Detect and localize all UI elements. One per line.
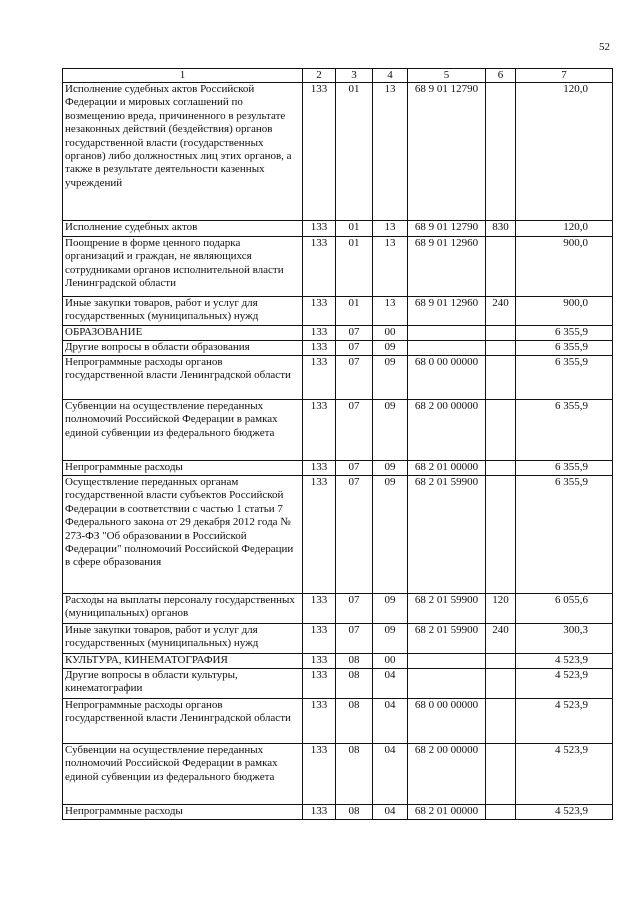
row-name: Непрограммные расходы органов государственной власти Ленинградской области <box>63 699 303 744</box>
cell-target-article: 68 2 00 00000 <box>408 400 486 461</box>
cell-target-article: 68 0 00 00000 <box>408 356 486 400</box>
cell-expense-type <box>486 237 516 297</box>
cell-amount: 6 355,9 <box>516 400 613 461</box>
cell-section: 07 <box>336 326 373 341</box>
cell-expense-type: 240 <box>486 297 516 326</box>
cell-target-article <box>408 326 486 341</box>
cell-expense-type <box>486 356 516 400</box>
cell-amount: 4 523,9 <box>516 669 613 699</box>
cell-amount: 120,0 <box>516 221 613 237</box>
cell-code: 133 <box>303 461 336 476</box>
cell-amount: 6 355,9 <box>516 476 613 594</box>
row-name: Исполнение судебных актов Российской Федерации и мировых соглашений по возмещению вреда, причиненного в результате незаконных действий (бездействия) органов государственной власти (государственных органов) либо должностных лиц этих органов, а также в результате деятельности казенных учреждений <box>63 83 303 221</box>
cell-target-article: 68 2 01 00000 <box>408 461 486 476</box>
cell-expense-type <box>486 461 516 476</box>
cell-section: 07 <box>336 624 373 654</box>
cell-subsection: 09 <box>373 356 408 400</box>
table-row <box>63 476 613 594</box>
cell-subsection: 04 <box>373 805 408 820</box>
cell-section: 07 <box>336 400 373 461</box>
cell-subsection: 13 <box>373 297 408 326</box>
cell-target-article: 68 9 01 12960 <box>408 237 486 297</box>
table-row <box>63 356 613 400</box>
cell-expense-type <box>486 654 516 669</box>
cell-section: 01 <box>336 297 373 326</box>
cell-amount: 4 523,9 <box>516 744 613 805</box>
cell-expense-type <box>486 326 516 341</box>
cell-target-article <box>408 654 486 669</box>
table-row <box>63 744 613 805</box>
table-row <box>63 326 613 341</box>
cell-amount: 6 055,6 <box>516 594 613 624</box>
cell-section: 07 <box>336 341 373 356</box>
row-name: Иные закупки товаров, работ и услуг для государственных (муниципальных) нужд <box>63 624 303 654</box>
budget-table <box>62 68 613 820</box>
cell-amount: 6 355,9 <box>516 461 613 476</box>
table-row <box>63 699 613 744</box>
cell-expense-type <box>486 400 516 461</box>
cell-section: 07 <box>336 461 373 476</box>
cell-subsection: 13 <box>373 237 408 297</box>
cell-section: 08 <box>336 805 373 820</box>
cell-subsection: 00 <box>373 654 408 669</box>
row-name: Непрограммные расходы <box>63 805 303 820</box>
cell-amount: 900,0 <box>516 237 613 297</box>
row-name: Исполнение судебных актов <box>63 221 303 237</box>
cell-section: 01 <box>336 221 373 237</box>
cell-target-article <box>408 341 486 356</box>
table-row <box>63 669 613 699</box>
cell-target-article: 68 0 00 00000 <box>408 699 486 744</box>
cell-target-article: 68 2 01 59900 <box>408 594 486 624</box>
cell-subsection: 04 <box>373 669 408 699</box>
table-row <box>63 341 613 356</box>
cell-subsection: 09 <box>373 341 408 356</box>
cell-amount: 900,0 <box>516 297 613 326</box>
table-row <box>63 594 613 624</box>
table-row <box>63 237 613 297</box>
cell-target-article: 68 2 00 00000 <box>408 744 486 805</box>
cell-section: 08 <box>336 744 373 805</box>
cell-target-article: 68 2 01 59900 <box>408 624 486 654</box>
cell-subsection: 00 <box>373 326 408 341</box>
table-row <box>63 624 613 654</box>
cell-code: 133 <box>303 654 336 669</box>
table-row <box>63 221 613 237</box>
table-row <box>63 83 613 221</box>
cell-amount: 120,0 <box>516 83 613 221</box>
cell-subsection: 09 <box>373 594 408 624</box>
cell-amount: 4 523,9 <box>516 805 613 820</box>
cell-code: 133 <box>303 326 336 341</box>
row-name: ОБРАЗОВАНИЕ <box>63 326 303 341</box>
column-header: 3 <box>336 69 373 83</box>
cell-code: 133 <box>303 624 336 654</box>
row-name: Субвенции на осуществление переданных полномочий Российской Федерации в рамках единой субвенции из федерального бюджета <box>63 400 303 461</box>
column-header: 6 <box>486 69 516 83</box>
cell-subsection: 09 <box>373 461 408 476</box>
table-row <box>63 461 613 476</box>
cell-subsection: 04 <box>373 744 408 805</box>
table-row <box>63 654 613 669</box>
cell-amount: 4 523,9 <box>516 654 613 669</box>
table-row <box>63 400 613 461</box>
cell-code: 133 <box>303 237 336 297</box>
row-name: Непрограммные расходы <box>63 461 303 476</box>
cell-code: 133 <box>303 805 336 820</box>
cell-amount: 6 355,9 <box>516 341 613 356</box>
table-row <box>63 805 613 820</box>
cell-expense-type: 120 <box>486 594 516 624</box>
cell-expense-type <box>486 83 516 221</box>
cell-section: 01 <box>336 237 373 297</box>
row-name: Иные закупки товаров, работ и услуг для государственных (муниципальных) нужд <box>63 297 303 326</box>
cell-code: 133 <box>303 221 336 237</box>
column-header: 2 <box>303 69 336 83</box>
cell-code: 133 <box>303 744 336 805</box>
cell-subsection: 04 <box>373 699 408 744</box>
cell-amount: 4 523,9 <box>516 699 613 744</box>
cell-code: 133 <box>303 356 336 400</box>
cell-expense-type <box>486 744 516 805</box>
cell-code: 133 <box>303 83 336 221</box>
cell-subsection: 13 <box>373 221 408 237</box>
cell-target-article: 68 9 01 12790 <box>408 83 486 221</box>
cell-code: 133 <box>303 400 336 461</box>
cell-expense-type <box>486 699 516 744</box>
cell-target-article <box>408 669 486 699</box>
cell-section: 08 <box>336 654 373 669</box>
cell-expense-type: 240 <box>486 624 516 654</box>
cell-subsection: 13 <box>373 83 408 221</box>
cell-amount: 300,3 <box>516 624 613 654</box>
cell-code: 133 <box>303 297 336 326</box>
cell-target-article: 68 9 01 12790 <box>408 221 486 237</box>
column-header: 1 <box>63 69 303 83</box>
cell-section: 07 <box>336 356 373 400</box>
cell-section: 07 <box>336 594 373 624</box>
cell-section: 01 <box>336 83 373 221</box>
cell-expense-type <box>486 669 516 699</box>
cell-target-article: 68 2 01 00000 <box>408 805 486 820</box>
cell-section: 08 <box>336 669 373 699</box>
cell-expense-type <box>486 476 516 594</box>
row-name: Осуществление переданных органам государственной власти субъектов Российской Федерации в соответствии с частью 1 статьи 7 Федерального закона от 29 декабря 2012 года № 273-ФЗ "Об образовании в Российской Федерации" полномочий Российской Федерации в сфере образования <box>63 476 303 594</box>
cell-expense-type: 830 <box>486 221 516 237</box>
row-name: Другие вопросы в области образования <box>63 341 303 356</box>
cell-code: 133 <box>303 669 336 699</box>
row-name: Непрограммные расходы органов государственной власти Ленинградской области <box>63 356 303 400</box>
column-header: 4 <box>373 69 408 83</box>
cell-code: 133 <box>303 594 336 624</box>
cell-subsection: 09 <box>373 624 408 654</box>
cell-section: 07 <box>336 476 373 594</box>
cell-expense-type <box>486 341 516 356</box>
cell-code: 133 <box>303 341 336 356</box>
cell-section: 08 <box>336 699 373 744</box>
row-name: Другие вопросы в области культуры, кинематографии <box>63 669 303 699</box>
column-header: 7 <box>516 69 613 83</box>
cell-target-article: 68 9 01 12960 <box>408 297 486 326</box>
cell-target-article: 68 2 01 59900 <box>408 476 486 594</box>
table-header-row <box>63 69 613 83</box>
cell-code: 133 <box>303 699 336 744</box>
cell-code: 133 <box>303 476 336 594</box>
cell-amount: 6 355,9 <box>516 356 613 400</box>
row-name: Расходы на выплаты персоналу государственных (муниципальных) органов <box>63 594 303 624</box>
cell-expense-type <box>486 805 516 820</box>
row-name: Поощрение в форме ценного подарка организаций и граждан, не являющихся сотрудниками органов исполнительной власти Ленинградской области <box>63 237 303 297</box>
cell-subsection: 09 <box>373 476 408 594</box>
table-row <box>63 297 613 326</box>
page-number: 52 <box>599 41 610 53</box>
row-name: КУЛЬТУРА, КИНЕМАТОГРАФИЯ <box>63 654 303 669</box>
row-name: Субвенции на осуществление переданных полномочий Российской Федерации в рамках единой субвенции из федерального бюджета <box>63 744 303 805</box>
column-header: 5 <box>408 69 486 83</box>
cell-subsection: 09 <box>373 400 408 461</box>
cell-amount: 6 355,9 <box>516 326 613 341</box>
